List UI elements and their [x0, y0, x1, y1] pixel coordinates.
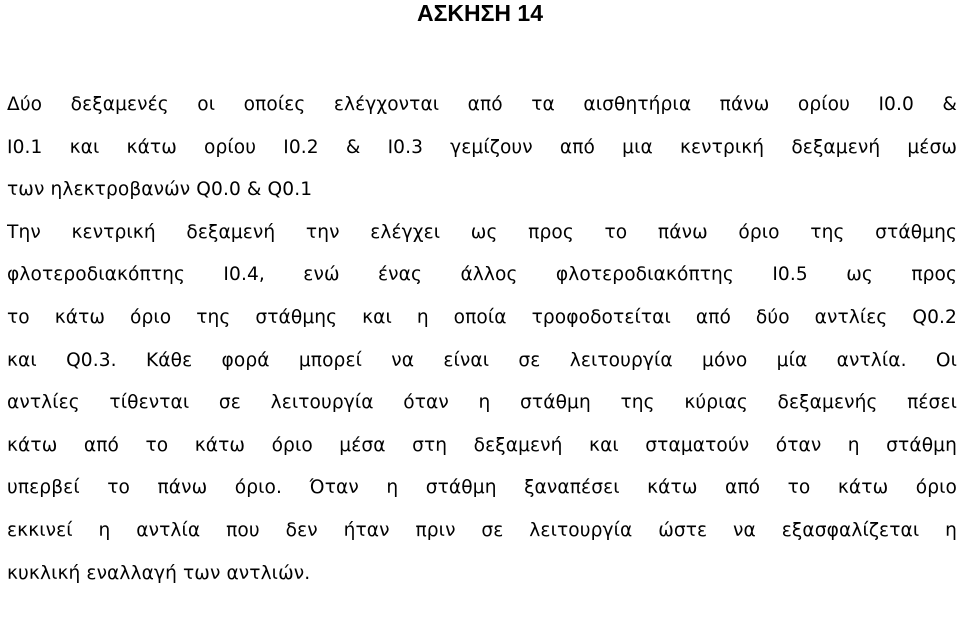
exercise-title: ΑΣΚΗΣΗ 14 [416, 0, 544, 26]
text-line-1: Δύο δεξαμενές οι οποίες ελέγχονται από τα αισθητήρια πάνω ορίου Ι0.0 & [7, 94, 957, 115]
text-line-11: εκκινεί η αντλία που δεν ήταν πριν σε λειτουργία ώστε να εξασφαλίζεται η [7, 519, 957, 541]
text-line-9: κάτω από το κάτω όριο μέσα στη δεξαμενή και σταματούν όταν η στάθμη [7, 434, 957, 456]
text-line-4: Την κεντρική δεξαμενή την ελέγχει ως προς το πάνω όριο της στάθμης [7, 221, 957, 243]
text-line-3: των ηλεκτροβανών Q0.0 & Q0.1 [7, 179, 313, 201]
text-line-8: αντλίες τίθενται σε λειτουργία όταν η στάθμη της κύριας δεξαμενής πέσει [7, 392, 957, 414]
text-line-12: κυκλική εναλλαγή των αντλιών. [7, 562, 311, 584]
text-line-2: Ι0.1 και κάτω ορίου Ι0.2 & Ι0.3 γεμίζουν από μια κεντρική δεξαμενή μέσω [7, 136, 957, 158]
text-line-10: υπερβεί το πάνω όριο. Όταν η στάθμη ξαναπέσει κάτω από το κάτω όριο [7, 477, 957, 499]
text-line-7: και Q0.3. Κάθε φορά μπορεί να είναι σε λειτουργία μόνο μία αντλία. Οι [7, 349, 957, 371]
text-line-6: το κάτω όριο της στάθμης και η οποία τροφοδοτείται από δύο αντλίες Q0.2 [7, 306, 957, 328]
text-line-5: φλοτεροδιακόπτης I0.4, ενώ ένας άλλος φλοτεροδιακόπτης I0.5 ως προς [7, 264, 957, 286]
exercise-description [7, 84, 957, 595]
